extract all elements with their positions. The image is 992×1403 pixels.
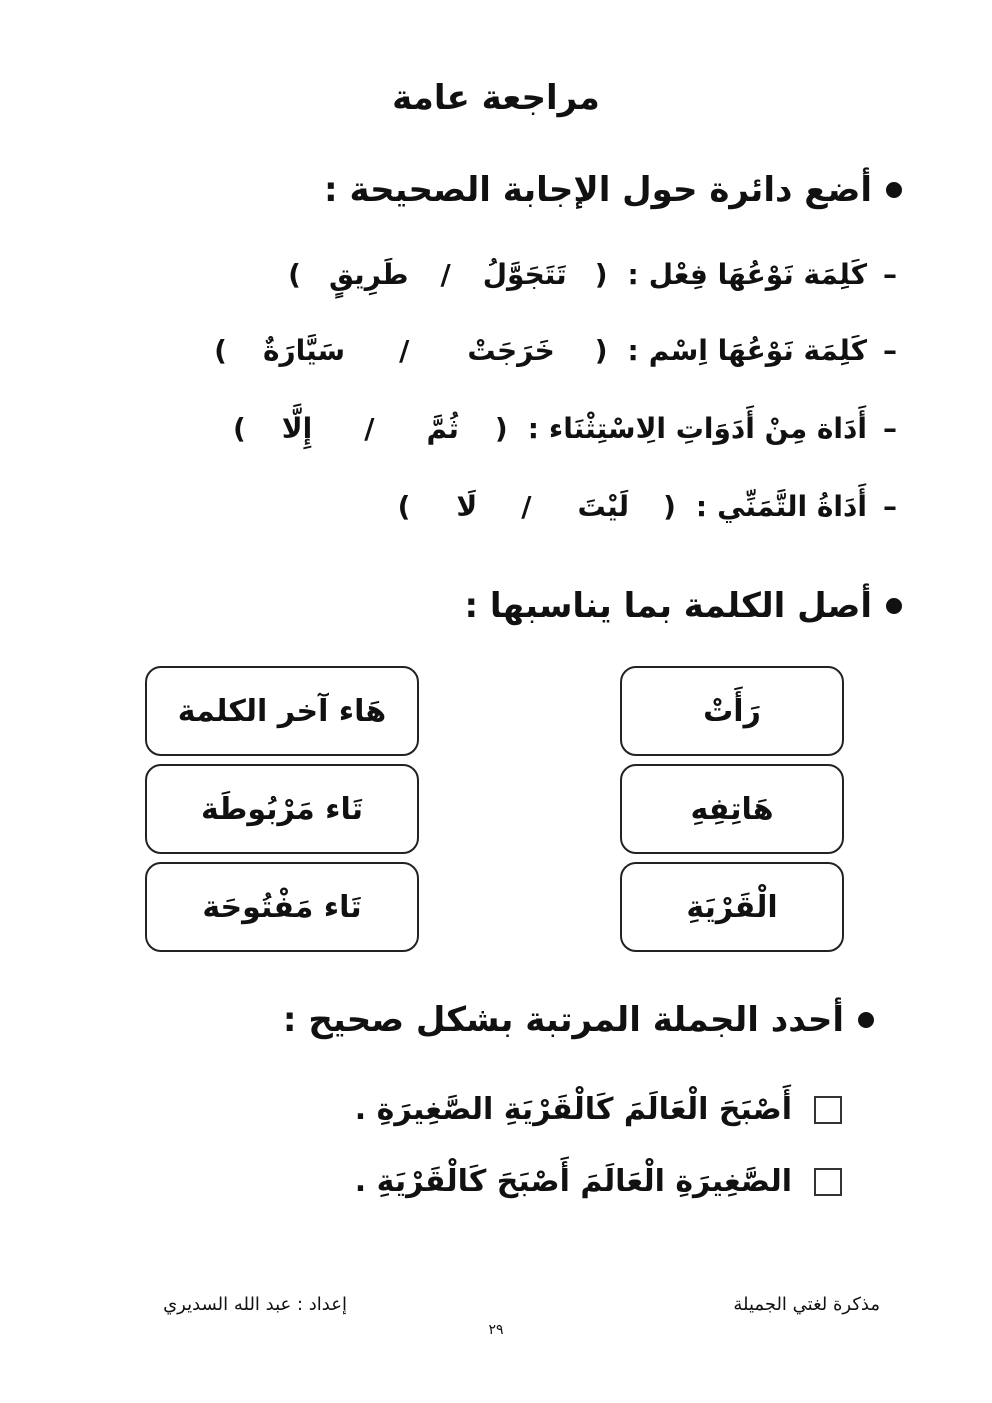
close-bracket: ) — [288, 258, 301, 291]
close-bracket: ) — [214, 334, 227, 367]
sentence-option[interactable] — [355, 1164, 842, 1199]
match-label-box[interactable]: هَاء آخر الكلمة — [145, 666, 419, 756]
section1-heading-text: أضع دائرة حول الإجابة الصحيحة : — [324, 170, 872, 210]
option-separator: / — [440, 258, 451, 291]
bullet-icon — [858, 1012, 874, 1028]
checkbox[interactable] — [814, 1096, 842, 1124]
question-colon: : — [695, 490, 708, 523]
answer-option[interactable]: تَتَجَوَّلُ — [482, 258, 567, 291]
match-word-box[interactable]: رَأَتْ — [620, 666, 844, 756]
answer-option[interactable]: طَرِيقٍ — [328, 258, 409, 291]
section2-heading — [464, 586, 902, 626]
answer-option[interactable]: لَيْتَ — [577, 490, 630, 523]
question-dash: – — [883, 334, 897, 367]
question-colon: : — [527, 412, 539, 445]
footer-author: إعداد : عبد الله السديري — [163, 1294, 347, 1315]
option-separator: / — [521, 490, 532, 523]
footer-book-title: مذكرة لغتي الجميلة — [733, 1294, 880, 1315]
match-word-box[interactable]: هَاتِفِهِ — [620, 764, 844, 854]
answer-option[interactable]: ثُمَّ — [426, 412, 459, 445]
section3-heading — [283, 1000, 874, 1040]
match-word-box[interactable]: الْقَرْيَةِ — [620, 862, 844, 952]
answer-option[interactable]: لَا — [456, 490, 478, 523]
answer-option[interactable]: إِلَّا — [281, 412, 313, 445]
question-colon: : — [627, 334, 639, 367]
question-text: كَلِمَة نَوْعُهَا اِسْم — [648, 334, 867, 367]
answer-option[interactable]: خَرَجَتْ — [467, 334, 555, 367]
question-text: أَدَاة مِنْ أَدَوَاتِ الِاسْتِثْنَاء — [548, 412, 867, 445]
question-dash: – — [883, 490, 897, 523]
open-bracket: ( — [594, 258, 608, 291]
question-text: أَدَاةُ التَّمَنِّي — [717, 490, 867, 523]
section1-heading — [324, 170, 902, 210]
question-row — [227, 412, 897, 445]
answer-option[interactable]: سَيَّارَةٌ — [262, 334, 346, 367]
close-bracket: ) — [232, 412, 246, 445]
sentence-option[interactable] — [355, 1092, 842, 1127]
open-bracket: ( — [594, 334, 608, 367]
match-label-box[interactable]: تَاء مَفْتُوحَة — [145, 862, 419, 952]
question-text: كَلِمَة نَوْعُهَا فِعْل — [648, 258, 867, 291]
open-bracket: ( — [494, 412, 508, 445]
page-title: مراجعة عامة — [392, 78, 600, 118]
match-label-box[interactable]: تَاء مَرْبُوطَة — [145, 764, 419, 854]
question-colon: : — [627, 258, 639, 291]
sentence-text: الصَّغِيرَةِ الْعَالَمَ أَصْبَحَ كَالْقَرْيَةِ . — [354, 1164, 792, 1199]
close-bracket: ) — [397, 490, 411, 523]
option-separator: / — [364, 412, 375, 445]
question-dash: – — [883, 258, 897, 291]
bullet-icon — [886, 598, 902, 614]
question-row — [208, 334, 897, 367]
bullet-icon — [886, 182, 902, 198]
open-bracket: ( — [663, 490, 676, 523]
question-row — [282, 258, 897, 291]
checkbox[interactable] — [814, 1168, 842, 1196]
question-dash: – — [883, 412, 897, 445]
section2-heading-text: أصل الكلمة بما يناسبها : — [464, 586, 872, 626]
sentence-text: أَصْبَحَ الْعَالَمَ كَالْقَرْيَةِ الصَّغِيرَةِ . — [354, 1092, 792, 1127]
page-number: ٢٩ — [488, 1322, 504, 1338]
question-row — [378, 490, 897, 523]
section3-heading-text: أحدد الجملة المرتبة بشكل صحيح : — [282, 1000, 844, 1040]
option-separator: / — [399, 334, 410, 367]
